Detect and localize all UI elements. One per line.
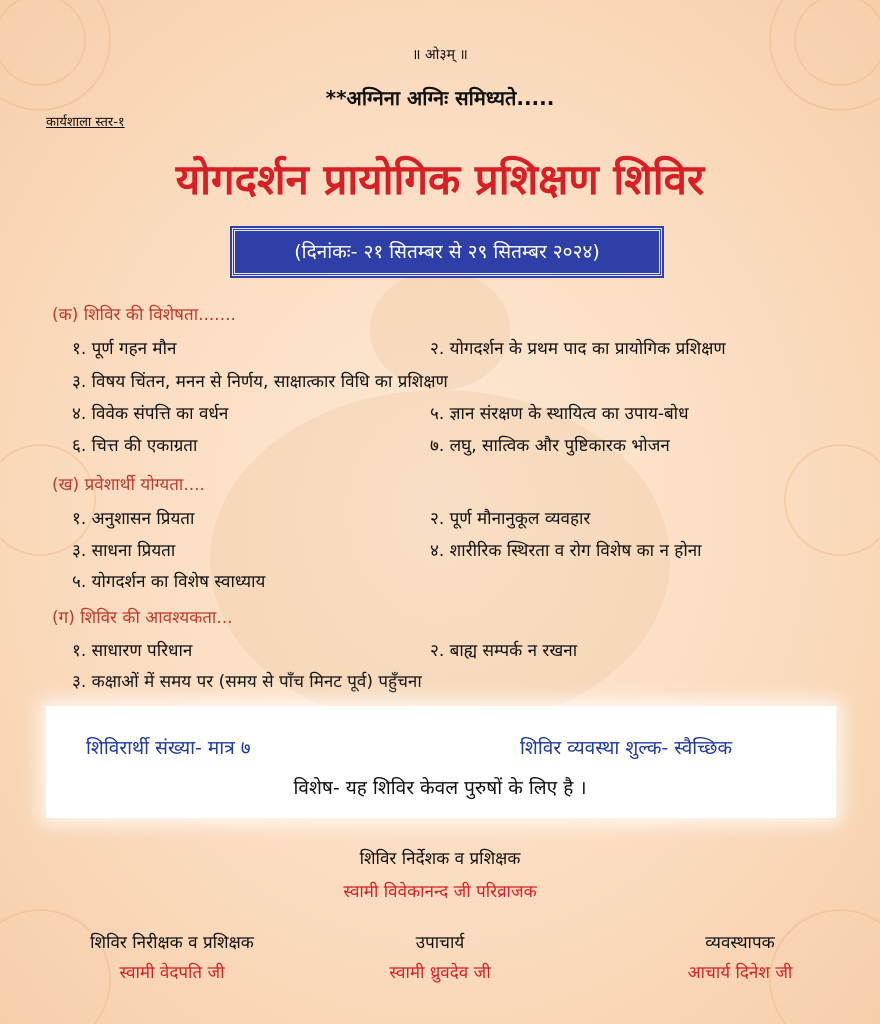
section-ka-heading: (क) शिविर की विशेषता....... (52, 305, 236, 325)
list-item: २. योगदर्शन के प्रथम पाद का प्रायोगिक प्रशिक्षण (430, 339, 726, 359)
staff-name: स्वामी ध्रुवदेव जी (389, 963, 491, 983)
fee-note: शिविर व्यवस्था शुल्क- स्वैच्छिक (520, 737, 733, 759)
mantra-line: **अग्निना अग्निः समिध्यते..... (325, 86, 555, 110)
list-item: ५. ज्ञान संरक्षण के स्थायित्व का उपाय-बोध (430, 404, 689, 424)
workshop-level: कार्यशाला स्तर-१ (46, 115, 125, 130)
section-ga-heading: (ग) शिविर की आवश्यकता... (52, 608, 233, 628)
list-item: ५. योगदर्शन का विशेष स्वाध्याय (72, 572, 266, 592)
list-item: १. अनुशासन प्रियता (72, 509, 195, 529)
staff-role: उपाचार्य (415, 933, 465, 953)
list-item: २. पूर्ण मौनानुकूल व्यवहार (430, 509, 591, 529)
list-item: ४. विवेक संपत्ति का वर्धन (72, 404, 229, 424)
director-name: स्वामी विवेकानन्द जी परिव्राजक (343, 882, 537, 902)
staff-role: शिविर निरीक्षक व प्रशिक्षक (90, 933, 254, 953)
notice-box (46, 706, 836, 818)
list-item: ३. कक्षाओं में समय पर (समय से पाँच मिनट पूर्व) पहुँचना (72, 672, 422, 692)
special-note: विशेष- यह शिविर केवल पुरुषों के लिए है । (293, 777, 587, 799)
staff-name: स्वामी वेदपति जी (119, 963, 225, 983)
list-item: ६. चित्त की एकाग्रता (72, 436, 198, 456)
staff-name: आचार्य दिनेश जी (687, 963, 793, 983)
list-item: ३. साधना प्रियता (72, 541, 176, 561)
section-kha-heading: (ख) प्रवेशार्थी योग्यता.... (52, 475, 205, 495)
date-banner: (दिनांकः- २१ सितम्बर से २९ सितम्बर २०२४) (232, 228, 662, 276)
list-item: १. साधारण परिधान (72, 641, 193, 661)
list-item: ४. शारीरिक स्थिरता व रोग विशेष का न होना (430, 541, 702, 561)
page-title: योगदर्शन प्रायोगिक प्रशिक्षण शिविर (175, 155, 705, 204)
participant-count: शिविरार्थी संख्या- मात्र ७ (86, 737, 251, 759)
director-role: शिविर निर्देशक व प्रशिक्षक (359, 849, 521, 869)
staff-role: व्यवस्थापक (705, 933, 775, 953)
list-item: ३. विषय चिंतन, मनन से निर्णय, साक्षात्कार विधि का प्रशिक्षण (72, 372, 448, 392)
list-item: १. पूर्ण गहन मौन (72, 339, 177, 359)
list-item: २. बाह्य सम्पर्क न रखना (430, 641, 578, 661)
list-item: ७. लघु, सात्विक और पुष्टिकारक भोजन (430, 436, 670, 456)
om-heading: ॥ ओ३म् ॥ (412, 47, 468, 63)
